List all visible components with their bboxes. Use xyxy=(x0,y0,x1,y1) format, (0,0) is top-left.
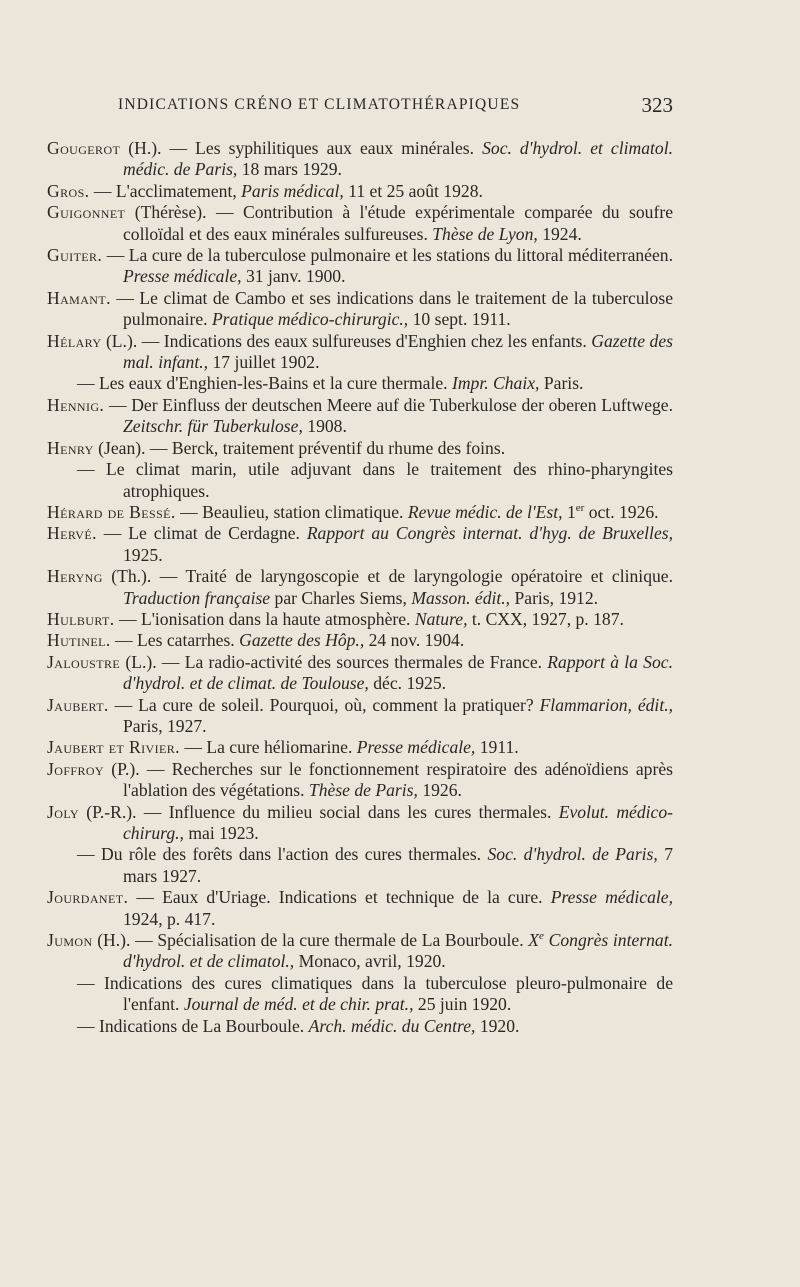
entry-tail: 1926. xyxy=(422,780,462,801)
entry-source: Journal de méd. et de chir. prat., xyxy=(183,994,414,1015)
bibliography-entry xyxy=(47,609,673,630)
entry-tail: Monaco, avril, 1920. xyxy=(298,951,446,972)
entry-source: Gazette des Hôp., xyxy=(239,630,365,651)
entry-text: Le climat marin, utile adjuvant dans le traitement des rhino-pharyngites atrophiques. xyxy=(105,459,673,501)
entry-tail: Paris, 1927. xyxy=(123,715,207,736)
bibliography-entry xyxy=(47,245,673,288)
entry-text: — L'ionisation dans la haute atmosphère. xyxy=(119,608,411,629)
bibliography-entry xyxy=(47,288,673,331)
entry-tail: 1924. xyxy=(542,223,582,244)
entry-text: Les eaux d'Enghien-les-Bains et la cure thermale. xyxy=(99,373,448,394)
bibliography-entry xyxy=(47,373,673,394)
entry-tail: 10 sept. 1911. xyxy=(412,309,511,330)
entry-source: Masson. édit., xyxy=(411,587,511,608)
entry-author: Hulburt. xyxy=(47,608,115,629)
bibliography-entry xyxy=(47,181,673,202)
bibliography-entry xyxy=(47,566,673,609)
entry-source: Pratique médico-chirurgic., xyxy=(211,309,409,330)
bibliography-entry xyxy=(47,630,673,651)
entry-tail: Paris. xyxy=(543,373,584,394)
entry-text: — La cure de la tuberculose pulmonaire et les stations du littoral méditerranéen. xyxy=(106,245,673,266)
bibliography-entry xyxy=(47,737,673,758)
entry-author: Jaloustre xyxy=(47,651,121,672)
entry-tail: 17 juillet 1902. xyxy=(212,352,320,373)
entry-source: Revue médic. de l'Est, xyxy=(407,501,563,522)
entry-text: — Der Einfluss der deutschen Meere auf die Tuberkulose der oberen Luftwege. xyxy=(108,394,674,415)
entry-source-prefix: X xyxy=(528,930,540,951)
entry-tail: 24 nov. 1904. xyxy=(368,630,465,651)
page-number: 323 xyxy=(641,93,673,117)
entry-text: (Thérèse). — Contribution à l'étude expérimentale comparée du soufre colloïdal et des eaux minérales sulfureuses. xyxy=(123,202,674,244)
entry-tail: 7 mars 1927. xyxy=(123,844,673,886)
entry-source: Thèse de Lyon, xyxy=(432,223,538,244)
entry-text: (Jean). — Berck, traitement préventif du rhume des foins. xyxy=(98,437,506,458)
entry-text: — Beaulieu, station climatique. xyxy=(180,501,404,522)
entry-author: — xyxy=(77,373,95,394)
entry-text: Du rôle des forêts dans l'action des cures thermales. xyxy=(100,844,482,865)
entry-author: Heryng xyxy=(47,566,103,587)
entry-text: — Les catarrhes. xyxy=(115,630,235,651)
entry-tail: mai 1923. xyxy=(188,823,259,843)
entry-source: Presse médicale, xyxy=(550,887,673,908)
bibliography-entry xyxy=(47,759,673,802)
entry-author: Hélary xyxy=(47,330,102,351)
entry-author: — xyxy=(77,844,95,865)
entry-tail: oct. 1926. xyxy=(588,501,659,522)
bibliography-entry xyxy=(47,395,673,438)
entry-source: Presse médicale, xyxy=(356,737,476,758)
entry-text: — Le climat de Cerdagne. xyxy=(103,523,300,544)
entry-source: Flammarion, édit., xyxy=(539,694,674,715)
entry-text: (L.). — Indications des eaux sulfureuses d'Enghien chez les enfants. xyxy=(105,330,587,351)
entry-text: Indications des cures climatiques dans la tuberculose pleuro-pulmonaire de l'enfant. xyxy=(104,972,674,1015)
bibliography-entry xyxy=(47,652,673,695)
entry-author: Joffroy xyxy=(47,758,104,779)
entry-source: Rapport au Congrès internat. d'hyg. de Bruxelles, xyxy=(306,523,673,544)
entry-text: (L.). — La radio-activité des sources thermales de France. xyxy=(125,651,543,672)
entry-text: — Le climat de Cambo et ses indications dans le traitement de la tuberculose pulmonaire. xyxy=(116,287,673,330)
bibliography-entry xyxy=(47,844,673,887)
entry-tail: 1920. xyxy=(479,1015,520,1036)
entry-source-sup: e xyxy=(539,930,544,943)
bibliography-list xyxy=(47,138,673,1037)
entry-tail-sup: er xyxy=(575,502,585,515)
entry-tail: 1924, p. 417. xyxy=(123,908,216,929)
bibliography-entry xyxy=(47,438,673,459)
entry-author: Hutinel. xyxy=(47,630,111,651)
entry-tail: 31 janv. 1900. xyxy=(245,266,346,287)
entry-source: Traduction française xyxy=(123,587,271,608)
entry-source: Soc. d'hydrol. de Paris, xyxy=(487,844,658,865)
entry-text: (H.). — Les syphilitiques aux eaux minérales. xyxy=(128,138,475,158)
entry-author: Gougerot xyxy=(47,138,121,158)
entry-author: Hérard de Bessé. xyxy=(47,501,176,522)
running-title: INDICATIONS CRÉNO ET CLIMATOTHÉRAPIQUES xyxy=(118,96,521,113)
bibliography-entry xyxy=(47,802,673,845)
entry-source: Thèse de Paris, xyxy=(308,780,418,801)
entry-text: — L'acclimatement, xyxy=(93,180,237,201)
bibliography-entry xyxy=(47,502,673,523)
entry-author: Jaubert. xyxy=(47,694,109,715)
bibliography-entry xyxy=(47,331,673,374)
entry-tail: t. CXX, 1927, p. 187. xyxy=(471,608,624,629)
entry-author: Jourdanet. xyxy=(47,887,129,908)
entry-source: Arch. médic. du Centre, xyxy=(308,1015,476,1036)
entry-author: Henry xyxy=(47,437,94,458)
entry-tail: 25 juin 1920. xyxy=(417,994,512,1015)
entry-tail: 1925. xyxy=(123,544,163,565)
entry-tail: Paris, 1912. xyxy=(514,587,599,608)
entry-tail: 1908. xyxy=(307,416,347,437)
entry-source: Paris médical, xyxy=(241,180,344,201)
entry-text: Indications de La Bourboule. xyxy=(99,1015,305,1036)
bibliography-entry xyxy=(47,973,673,1016)
entry-source: Rapport à la Soc. d'hydrol. et de climat. de Toulouse, xyxy=(123,651,673,694)
entry-source: Impr. Chaix, xyxy=(451,373,540,394)
entry-author: Gros. xyxy=(47,180,90,201)
entry-tail: par Charles Siems, xyxy=(274,587,407,608)
entry-text: — Eaux d'Uriage. Indications et technique de la cure. xyxy=(136,887,543,908)
entry-source: Soc. d'hydrol. et climatol. médic. de Paris, xyxy=(123,138,673,180)
entry-text: (Th.). — Traité de laryngoscopie et de laryngologie opératoire et clinique. xyxy=(111,566,673,587)
entry-source: Presse médicale, xyxy=(123,266,242,287)
entry-text: (H.). — Spécialisation de la cure thermale de La Bourboule. xyxy=(97,930,524,951)
entry-tail: déc. 1925. xyxy=(373,673,447,694)
bibliography-entry xyxy=(47,1016,673,1037)
entry-text: (P.-R.). — Influence du milieu social dans les cures thermales. xyxy=(86,801,552,822)
entry-source: Zeitschr. für Tuberkulose, xyxy=(123,416,303,437)
entry-author: — xyxy=(77,1015,95,1036)
bibliography-entry xyxy=(47,887,673,930)
entry-author: Hamant. xyxy=(47,287,111,308)
bibliography-entry xyxy=(47,202,673,245)
entry-author: — xyxy=(77,459,95,480)
entry-tail: 18 mars 1929. xyxy=(241,159,342,180)
entry-author: Guigonnet xyxy=(47,202,126,223)
entry-author: Jumon xyxy=(47,930,93,951)
entry-source: Congrès internat. d'hydrol. et de climatol., xyxy=(123,930,674,972)
entry-tail: 11 et 25 août 1928. xyxy=(348,180,483,201)
entry-text: (P.). — Recherches sur le fonctionnement respiratoire des adénoïdiens après l'ablation des végétations. xyxy=(111,758,673,801)
entry-tail-prefix: 1 xyxy=(566,501,576,522)
entry-author: — xyxy=(77,972,95,993)
entry-author: Joly xyxy=(47,801,79,822)
entry-author: Jaubert et Rivier. xyxy=(47,737,180,758)
entry-author: Hennig. xyxy=(47,394,105,415)
entry-tail: 1911. xyxy=(479,737,519,758)
entry-source: Gazette des mal. infant., xyxy=(123,330,673,373)
entry-source: Nature, xyxy=(414,608,468,629)
entry-author: Guiter. xyxy=(47,245,103,266)
entry-source: Evolut. médico-chirurg., xyxy=(123,801,674,843)
bibliography-entry xyxy=(47,138,673,181)
entry-text: — La cure de soleil. Pourquoi, où, comment la pratiquer? xyxy=(114,694,534,715)
bibliography-entry xyxy=(47,930,673,973)
entry-text: — La cure héliomarine. xyxy=(184,737,353,758)
entry-author: Hervé. xyxy=(47,523,97,544)
page-header xyxy=(118,93,673,122)
bibliography-entry xyxy=(47,695,673,738)
bibliography-entry xyxy=(47,523,673,566)
bibliography-entry xyxy=(47,459,673,502)
